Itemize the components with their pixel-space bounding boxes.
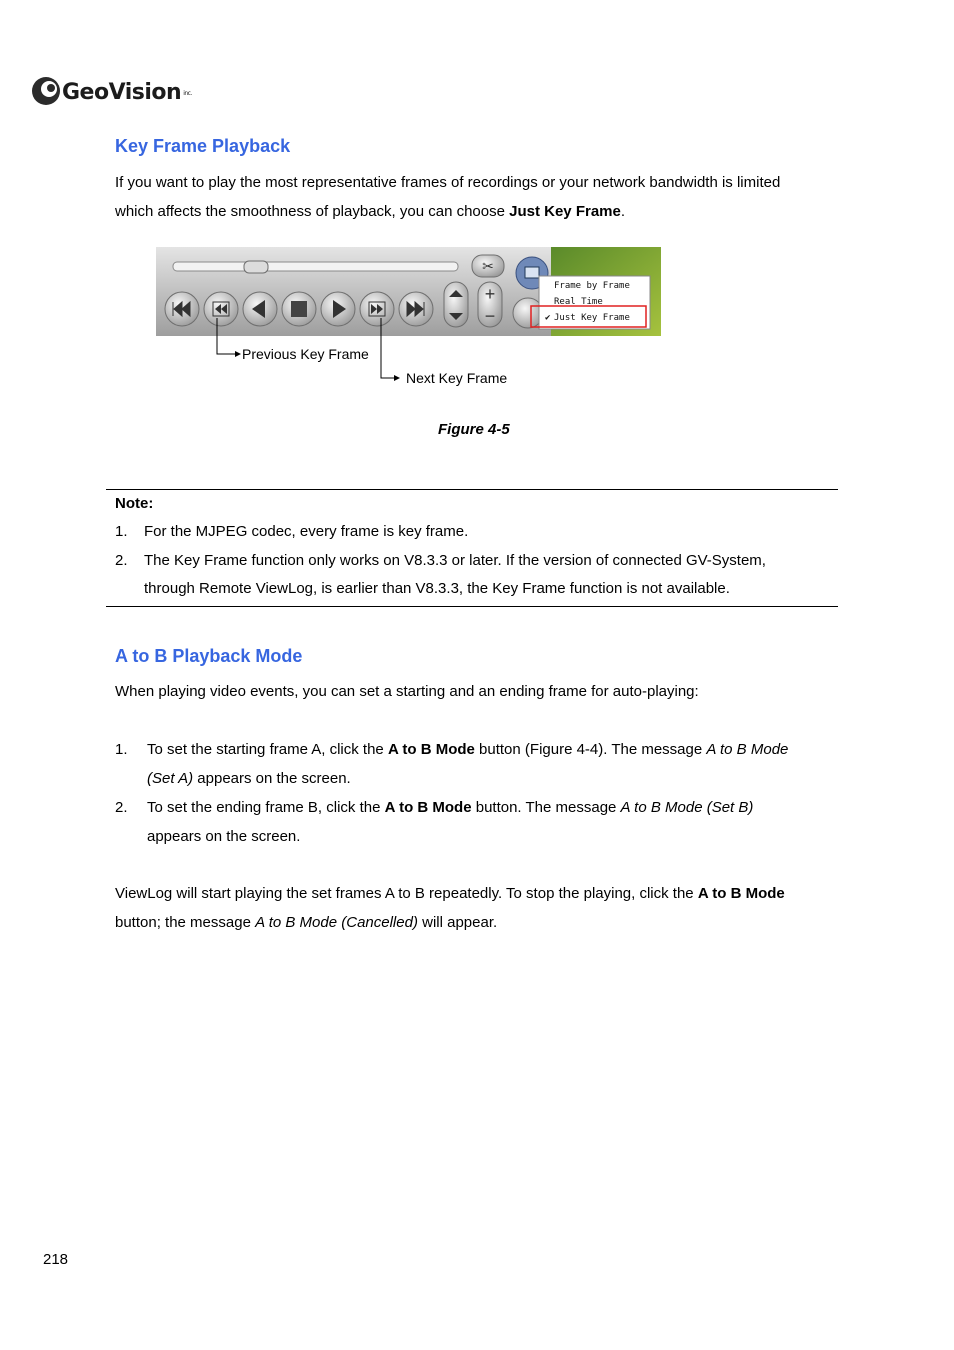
svg-text:+: + — [484, 284, 496, 304]
step-1-number: 1. — [115, 741, 128, 758]
page-number: 218 — [43, 1251, 69, 1268]
note-item-1-number: 1. — [115, 523, 128, 540]
seek-slider-thumb — [244, 261, 268, 273]
figure-caption: Figure 4-5 — [438, 421, 510, 438]
paragraph-key-frame: If you want to play the most representative frames of recordings or your network bandwidth is limited which affects the smoothness of playback, you can choose Just Key Frame. — [115, 174, 781, 220]
menu-item-real-time[interactable]: Real Time — [554, 297, 603, 307]
svg-text:✂: ✂ — [482, 258, 494, 274]
paragraph-a-to-b-outro: ViewLog will start playing the set frames A to B repeatedly. To stop the playing, click the A to B Mode button; the message A to B Mode (Cancelled) will appear. — [115, 885, 785, 931]
step-2: To set the ending frame B, click the A to B Mode button. The message A to B Mode (Set B) appears on the screen. — [147, 799, 754, 845]
note-item-2: The Key Frame function only works on V8.3.3 or later. If the version of connected GV-System, through Remote ViewLog, is earlier than V8.3.3, the Key Frame function is not available. — [144, 552, 766, 597]
section-title-key-frame: Key Frame Playback — [115, 136, 291, 156]
checkmark-icon: ✔ — [545, 313, 551, 323]
menu-item-frame-by-frame[interactable]: Frame by Frame — [554, 281, 630, 291]
callout-next-key-frame: Next Key Frame — [406, 370, 508, 386]
step-1: To set the starting frame A, click the A to B Mode button (Figure 4-4). The message A to B Mode (Set A) appears on the screen. — [147, 741, 789, 787]
section-title-a-to-b: A to B Playback Mode — [115, 646, 303, 666]
note-item-1: For the MJPEG codec, every frame is key frame. — [144, 523, 469, 540]
callout-previous-key-frame: Previous Key Frame — [242, 346, 369, 362]
note-item-2-number: 2. — [115, 552, 128, 569]
paragraph-a-to-b-intro: When playing video events, you can set a starting and an ending frame for auto-playing: — [115, 683, 699, 700]
logo-wordmark: GeoVision inc. — [62, 80, 192, 105]
step-2-number: 2. — [115, 799, 128, 816]
note-title: Note: — [115, 495, 154, 512]
menu-item-just-key-frame[interactable]: ✔ Just Key Frame — [554, 310, 630, 326]
svg-text:−: − — [484, 306, 496, 326]
playback-mode-menu — [545, 278, 630, 326]
